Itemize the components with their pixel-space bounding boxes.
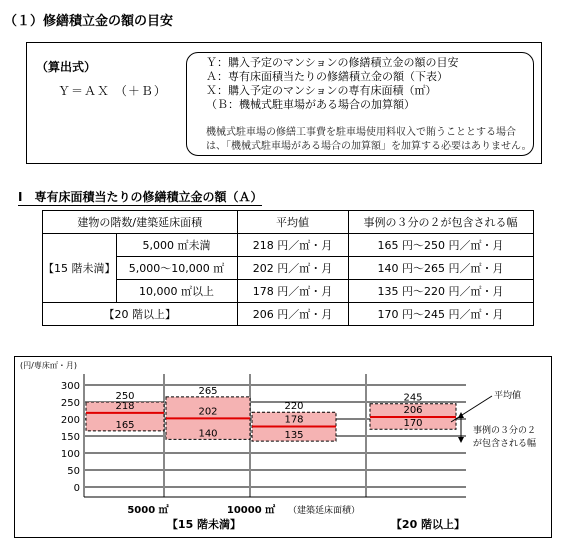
hi-value-label: 250 — [115, 391, 135, 402]
note-line-2: は、「機械式駐車場がある場合の加算額」を加算する必要はありません。 — [206, 141, 532, 152]
table-row — [43, 257, 534, 280]
row-average: 178 円／㎡・月 — [237, 280, 348, 303]
table-header-row — [43, 211, 534, 234]
group-label-under15: 【15 階未満】 — [43, 234, 117, 303]
avg-value-label: 202 — [198, 406, 218, 418]
formula-label: （算出式） — [36, 60, 97, 74]
row-area: 10,000 ㎡以上 — [116, 280, 237, 303]
chart-container — [14, 356, 552, 538]
definition-x: Ｘ：購入予定のマンションの専有床面積（㎡） — [206, 84, 437, 97]
definition-b: （Ｂ：機械式駐車場がある場合の加算額） — [206, 98, 415, 111]
x-axis-note: （建築延床面積） — [288, 506, 361, 516]
y-tick-label: 150 — [60, 432, 80, 443]
lo-value-label: 165 — [115, 419, 135, 431]
avg-value-label: 206 — [403, 404, 423, 416]
row-average: 202 円／㎡・月 — [237, 257, 348, 280]
annotation-range-1: 事例の３分の２ — [473, 426, 537, 436]
chart-frame — [15, 357, 552, 538]
header-range: 事例の３分の２が包含される幅 — [348, 211, 533, 234]
group-label-under15: 【15 階未満】 — [166, 518, 242, 531]
axis-break — [332, 490, 352, 500]
y-tick-label: 250 — [60, 398, 80, 409]
y-tick-label: 100 — [60, 449, 80, 460]
row-average: 218 円／㎡・月 — [237, 234, 348, 257]
row-area: 5,000 ㎡未満 — [116, 234, 237, 257]
section-title-2: Ⅰ 専有床面積当たりの修繕積立金の額（Ａ） — [18, 190, 263, 204]
definition-y: Ｙ：購入予定のマンションの修繕積立金の額の目安 — [206, 56, 459, 69]
y-tick-label: 50 — [67, 466, 80, 477]
row-average: 206 円／㎡・月 — [237, 303, 348, 326]
table-row — [43, 280, 534, 303]
row-range: 135 円～220 円／㎡・月 — [348, 280, 533, 303]
lo-value-label: 170 — [403, 418, 423, 430]
group-label-over20: 【20 階以上】 — [390, 518, 466, 531]
parking-note — [206, 126, 532, 154]
table-row — [43, 234, 534, 257]
formula: Ｙ＝ＡＸ （＋Ｂ） — [58, 84, 167, 98]
row-range: 140 円～265 円／㎡・月 — [348, 257, 533, 280]
section-title-1: （１）修繕積立金の額の目安 — [4, 14, 174, 29]
reserve-fund-table — [42, 210, 534, 326]
row-range: 165 円～250 円／㎡・月 — [348, 234, 533, 257]
row-area: 5,000～10,000 ㎡ — [116, 257, 237, 280]
note-line-1: 機械式駐車場の修繕工事費を駐車場使用料収入で賄うこととする場合 — [206, 127, 516, 138]
reserve-fund-chart — [14, 356, 552, 538]
hi-value-label: 265 — [198, 385, 218, 397]
y-axis-label: (円/専床㎡・月) — [20, 361, 77, 370]
hi-value-label: 220 — [284, 401, 304, 413]
x-tick-10000: 10000 ㎡ — [226, 505, 276, 516]
annotation-range-2: が包含される幅 — [473, 439, 537, 449]
avg-value-label: 178 — [284, 414, 304, 426]
group-label-over20: 【20 階以上】 — [43, 303, 238, 326]
x-tick-5000: 5000 ㎡ — [127, 505, 169, 516]
lo-value-label: 140 — [198, 428, 218, 440]
row-range: 170 円～245 円／㎡・月 — [348, 303, 533, 326]
y-tick-label: 300 — [60, 381, 80, 392]
avg-value-label: 218 — [115, 400, 135, 412]
hi-value-label: 245 — [403, 392, 423, 404]
definition-a: Ａ：専有床面積当たりの修繕積立金の額（下表） — [206, 70, 448, 83]
annotation-average: 平均値 — [494, 391, 522, 401]
header-building: 建物の階数/建築延床面積 — [43, 211, 238, 234]
lo-value-label: 135 — [284, 430, 304, 442]
y-tick-label: 0 — [73, 483, 80, 494]
y-tick-label: 200 — [60, 415, 80, 426]
header-average: 平均値 — [237, 211, 348, 234]
definitions-list — [206, 56, 459, 112]
table-row — [43, 303, 534, 326]
